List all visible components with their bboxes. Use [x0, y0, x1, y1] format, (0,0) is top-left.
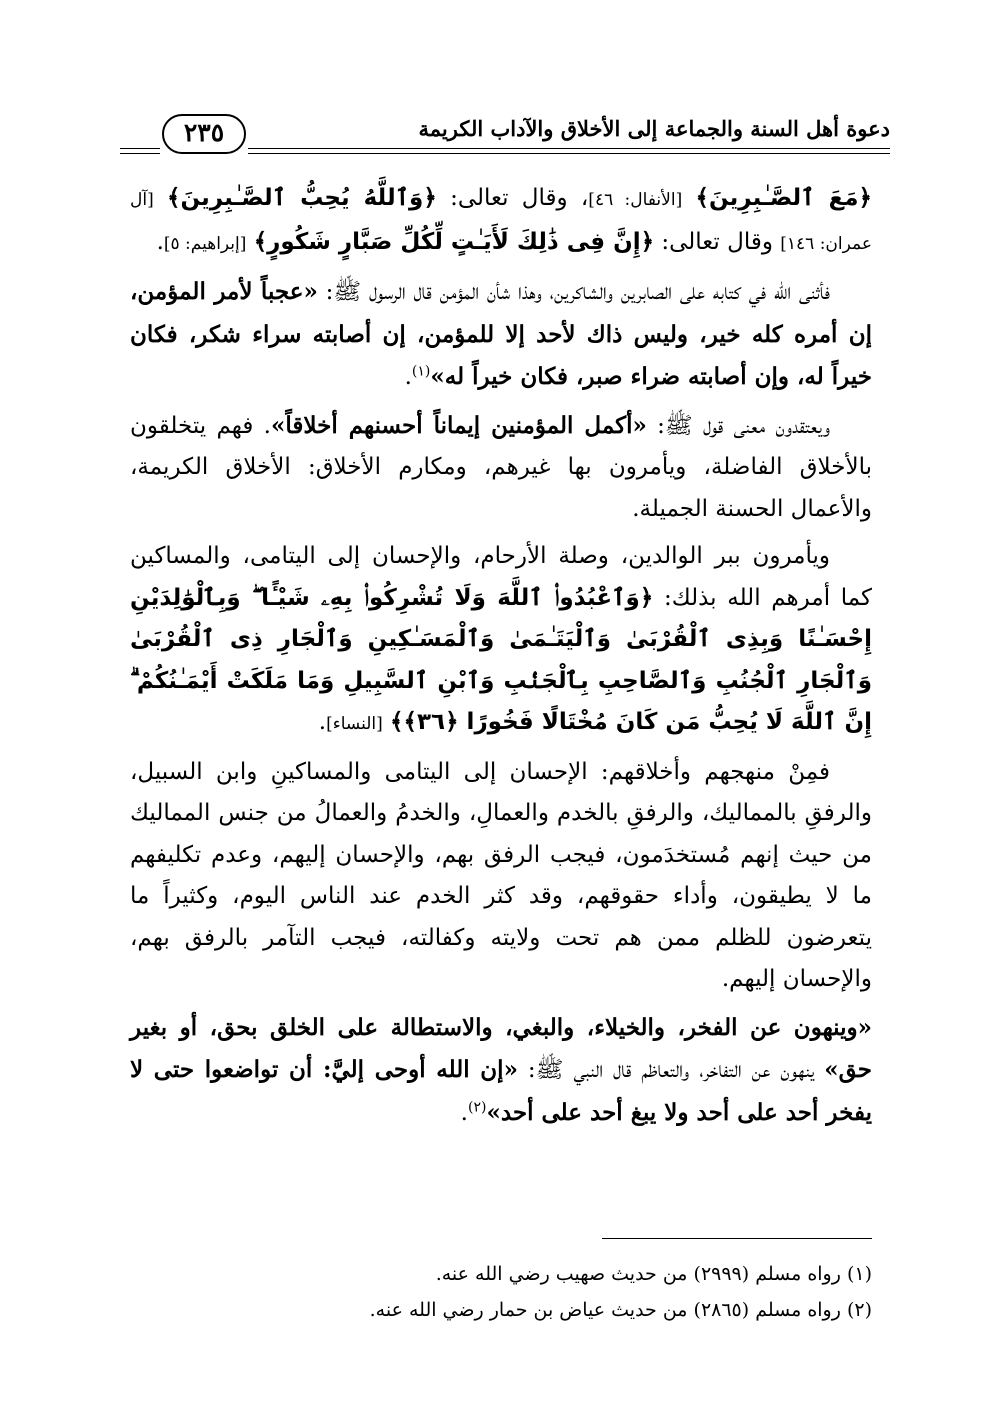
footnote-divider [602, 1238, 872, 1239]
paragraph-1 [130, 178, 872, 265]
footnote-2: (٢) رواه مسلم (٢٨٦٥) من حديث عياض بن حمار رضي الله عنه. [369, 1299, 872, 1321]
paragraph-2 [130, 271, 872, 399]
running-title: دعوة أهل السنة والجماعة إلى الأخلاق والآداب الكريمة [418, 116, 890, 141]
footnote-marker[interactable]: (١) [411, 363, 431, 380]
paragraph-4 [130, 536, 872, 746]
paragraph-6 [130, 1007, 872, 1135]
page-header [120, 108, 890, 160]
paragraph-3 [130, 405, 872, 531]
text-run: فأثنى الله في كتابه على الصابرين والشاكرين، وهذا شأن المؤمن قال الرسول ﷺ: [317, 279, 831, 305]
verse-reference: [النساء] [326, 714, 383, 734]
text-run: ويأمرون ببر الوالدين، وصلة الأرحام، والإحسان إلى اليتامى، والمساكين كما أمرهم الله بذلك: [130, 543, 872, 611]
quran-verse: ﴿وَٱللَّهُ يُحِبُّ ٱلصَّـٰبِرِينَ﴾ [166, 185, 437, 211]
body-text [130, 178, 872, 1134]
footnotes [130, 1256, 872, 1328]
text-run: وقال تعالى: [654, 228, 781, 255]
bold-quote: «وينهون عن الفخر، والخيلاء، والبغي، والاستطالة على الخلق بحق، أو بغير حق» [130, 1013, 872, 1083]
quran-verse: ﴿إِنَّ فِى ذَٰلِكَ لَأَيَـٰتٍ لِّكُلِّ صَبَّارٍ شَكُورٍ﴾ [253, 228, 655, 255]
footnote-marker[interactable]: (٢) [467, 1098, 487, 1115]
hadith-quote: «عجباً لأمر المؤمن، إن أمره كله خير، وليس ذاك لأحد إلا للمؤمن، إن أصابته سراء شكر، فكان خيراً له، وإن أصابته ضراء صبر، فكان خيراً له» [130, 278, 872, 390]
paragraph-5 [130, 752, 872, 1001]
text-run: . فهم يتخلقون بالأخلاق الفاضلة، ويأمرون بها غيرهم، ومكارم الأخلاق: الأخلاق الكريمة، والأعمال الحسنة الجميلة. [130, 412, 872, 522]
text-run: ينهون عن التفاخر، والتعاظم قال النبي ﷺ: [517, 1057, 825, 1083]
text-run: . [460, 1099, 468, 1126]
footnote-1: (١) رواه مسلم (٢٩٩٩) من حديث صهيب رضي الله عنه. [435, 1263, 872, 1285]
quran-verse: ﴿مَعَ ٱلصَّـٰبِرِينَ﴾ [695, 185, 872, 211]
header-rule-left [120, 148, 160, 154]
verse-reference: [إبراهيم: ٥] [163, 233, 247, 254]
page-number: ٢٣٥ [162, 114, 246, 154]
text-run: . [156, 228, 164, 255]
header-rule [248, 148, 890, 154]
text-run: فمِنْ منهجهم وأخلاقهم: الإحسان إلى اليتامى والمساكينِ وابن السبيل، والرفقِ بالمماليك، والرفقِ بالخدم والعمالِ، والخدمُ والعمالُ من جنس المماليك من حيث إنهم مُستخدَمون، فيجب الرفق بهم، والإحسان إليهم، وعدم تكليفهم ما لا يطيقون، وأداء حقوقهم، وقد كثر الخدم عند الناس اليوم، وكثيراً ما يتعرضون للظلم ممن هم تحت ولايته وكفالته، فيجب التآمر بالرفق بهم، والإحسان إليهم. [130, 758, 872, 992]
quran-verse: ﴿وَٱعْبُدُوا۟ ٱللَّهَ وَلَا تُشْرِكُوا۟ بِهِۦ شَيْـًٔا ۖ وَبِٱلْوَٰلِدَيْنِ إِحْسَـٰنًا وَبِذِى ٱلْقُرْبَىٰ وَٱلْيَتَـٰمَىٰ وَٱلْمَسَـٰكِينِ وَٱلْجَارِ ذِى ٱلْقُرْبَىٰ وَٱلْجَارِ ٱلْجُنُبِ وَٱلصَّاحِبِ بِٱلْجَنۢبِ وَٱبْنِ ٱلسَّبِيلِ وَمَا مَلَكَتْ أَيْمَـٰنُكُمْ ۗ إِنَّ ٱللَّهَ لَا يُحِبُّ مَن كَانَ مُخْتَالًا فَخُورًا ﴿٣٦﴾﴾ [130, 584, 872, 735]
hadith-quote: «إن الله أوحى إليَّ: أن تواضعوا حتى لا يفخر أحد على أحد ولا يبغ أحد على أحد» [130, 1056, 872, 1126]
hadith-quote: «أكمل المؤمنين إيماناً أحسنهم أخلاقاً» [271, 411, 647, 439]
verse-reference: [الأنفال: ٤٦] [588, 190, 683, 210]
verse-reference: [آل عمران: ١٤٦] [130, 190, 872, 254]
text-run: ، وقال تعالى: [436, 185, 589, 211]
text-run: . [318, 709, 327, 735]
text-run: . [404, 364, 412, 390]
text-run: ويعتقدون معنى قول ﷺ: [646, 412, 831, 439]
